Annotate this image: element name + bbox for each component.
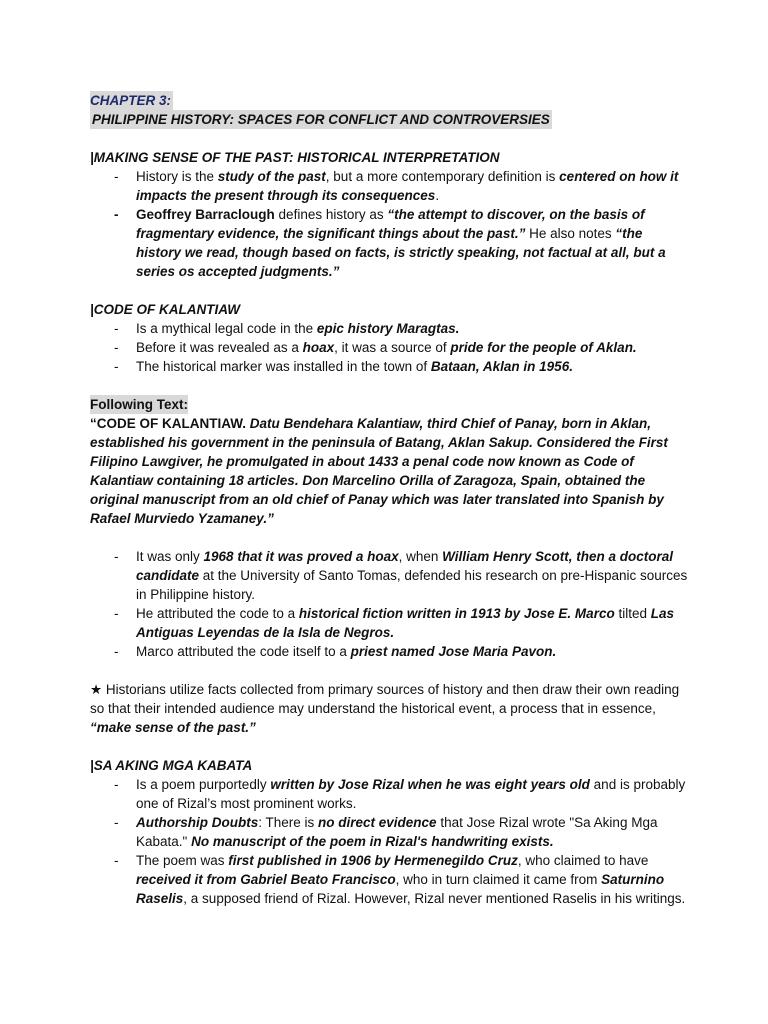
dash-bullet: - bbox=[114, 644, 119, 659]
quote-lead: “CODE OF KALANTIAW. bbox=[90, 416, 246, 431]
emphasis-text: epic history Maragtas. bbox=[316, 321, 460, 336]
chapter-label: CHAPTER 3: bbox=[90, 93, 172, 108]
list-item bbox=[90, 547, 690, 604]
star-paragraph bbox=[90, 680, 690, 737]
list-item bbox=[90, 205, 690, 281]
text-run: The historical marker was installed in the town of bbox=[136, 359, 431, 374]
quote-body: Datu Bendehara Kalantiaw, third Chief of Panay, born in Aklan, established his government in the peninsula of Batang, Aklan Sakup. Considered the First Filipino Lawgiver, he promulgated in about 1433 a penal code now known as Code of Kalantiaw containing 18 articles. Don Marcelino Orilla of Zaragoza, Spain, obtained the original manuscript from an old chief of Panay which was later translated into Spanish by Rafael Murviedo Yzamaney.” bbox=[90, 416, 668, 526]
emphasis-text: received it from Gabriel Beato Francisco bbox=[136, 872, 396, 887]
emphasis-text: Geoffrey Barraclough bbox=[136, 207, 275, 222]
list-item bbox=[90, 642, 690, 661]
following-text-label: Following Text: bbox=[90, 397, 188, 412]
emphasis-text: no direct evidence bbox=[318, 815, 437, 830]
dash-bullet: - bbox=[114, 606, 119, 621]
emphasis-text: “the attempt to discover, on the basis of fragmentary evidence, the significant things about the past.” bbox=[136, 207, 645, 241]
list-item bbox=[90, 813, 690, 851]
emphasis-text: Bataan, Aklan in 1956. bbox=[430, 359, 573, 374]
bullet-list-historical-interpretation bbox=[90, 167, 690, 281]
section-heading-code-of-kalantiaw: |CODE OF KALANTIAW bbox=[90, 302, 241, 317]
text-run: He also notes bbox=[525, 226, 616, 241]
emphasis-text: hoax bbox=[302, 340, 335, 355]
dash-bullet: - bbox=[114, 815, 119, 830]
section-heading-historical-interpretation: |MAKING SENSE OF THE PAST: HISTORICAL INTERPRETATION bbox=[90, 150, 500, 165]
text-run: tilted bbox=[614, 606, 651, 621]
emphasis-text: centered on how it impacts the present through its consequences bbox=[136, 169, 679, 203]
chapter-title-line bbox=[90, 110, 690, 129]
text-run: and is probably one of Rizal’s most prominent works. bbox=[136, 777, 686, 811]
list-item bbox=[90, 338, 690, 357]
list-item bbox=[90, 851, 690, 908]
dash-bullet: - bbox=[114, 549, 119, 564]
text-run: He attributed the code to a bbox=[136, 606, 299, 621]
text-run: , a supposed friend of Rizal. However, Rizal never mentioned Raselis in his writings. bbox=[183, 891, 686, 906]
text-run: that Jose Rizal wrote "Sa Aking Mga Kabata." bbox=[136, 815, 658, 849]
emphasis-text: first published in 1906 by Hermenegildo Cruz bbox=[228, 853, 518, 868]
text-run: , it was a source of bbox=[334, 340, 451, 355]
emphasis-text: Saturnino Raselis bbox=[136, 872, 665, 906]
text-run: , who in turn claimed it came from bbox=[395, 872, 602, 887]
bullet-list-hoax bbox=[90, 547, 690, 661]
text-run: . bbox=[435, 188, 440, 203]
emphasis-text: written by Jose Rizal when he was eight years old bbox=[270, 777, 590, 792]
text-run: , but a more contemporary definition is bbox=[325, 169, 560, 184]
list-item bbox=[90, 357, 690, 376]
text-run: Before it was revealed as a bbox=[136, 340, 303, 355]
following-text-line bbox=[90, 376, 690, 414]
list-item bbox=[90, 604, 690, 642]
star-icon: ★ bbox=[90, 682, 103, 697]
list-item bbox=[90, 319, 690, 338]
text-run: , who claimed to have bbox=[517, 853, 649, 868]
emphasis-text: William Henry Scott, then a doctoral candidate bbox=[136, 549, 674, 583]
section-heading-sa-aking-mga-kabata: |SA AKING MGA KABATA bbox=[90, 758, 253, 773]
dash-bullet: - bbox=[114, 169, 119, 184]
bullet-list-code-of-kalantiaw bbox=[90, 319, 690, 376]
emphasis-text: 1968 that it was proved a hoax bbox=[203, 549, 399, 564]
emphasis-text: Las Antiguas Leyendas de la Isla de Negros. bbox=[136, 606, 674, 640]
text-run: The poem was bbox=[136, 853, 229, 868]
text-run: defines history as bbox=[274, 207, 388, 222]
emphasis-text: study of the past bbox=[217, 169, 326, 184]
dash-bullet: - bbox=[114, 321, 119, 336]
dash-bullet: - bbox=[114, 207, 119, 222]
emphasis-text: priest named Jose Maria Pavon. bbox=[350, 644, 557, 659]
emphasis-text: Authorship Doubts bbox=[136, 815, 259, 830]
list-item bbox=[90, 167, 690, 205]
chapter-title: PHILIPPINE HISTORY: SPACES FOR CONFLICT AND CONTROVERSIES bbox=[92, 112, 550, 127]
emphasis-text: “make sense of the past.” bbox=[90, 720, 256, 735]
text-run: History is the bbox=[136, 169, 218, 184]
text-run: at the University of Santo Tomas, defended his research on pre-Hispanic sources in Philippine history. bbox=[136, 568, 688, 602]
dash-bullet: - bbox=[114, 853, 119, 868]
chapter-label-line bbox=[90, 91, 690, 110]
dash-bullet: - bbox=[114, 777, 119, 792]
text-run: Is a poem purportedly bbox=[136, 777, 271, 792]
text-run: Historians utilize facts collected from primary sources of history and then draw their own reading so that their intended audience may understand the historical event, a process that in essence, bbox=[90, 682, 680, 716]
emphasis-text: “the history we read, though based on facts, is strictly speaking, not factual at all, but a series os accepted judgments.” bbox=[136, 226, 666, 279]
document-page bbox=[90, 91, 690, 908]
emphasis-text: pride for the people of Aklan. bbox=[450, 340, 637, 355]
emphasis-text: historical fiction written in 1913 by Jose E. Marco bbox=[298, 606, 615, 621]
text-run: Is a mythical legal code in the bbox=[136, 321, 317, 336]
text-run: , when bbox=[398, 549, 443, 564]
text-run: : There is bbox=[258, 815, 319, 830]
bullet-list-sa-aking-mga-kabata bbox=[90, 775, 690, 908]
dash-bullet: - bbox=[114, 359, 119, 374]
kalantiaw-quote bbox=[90, 414, 690, 528]
emphasis-text: No manuscript of the poem in Rizal's handwriting exists. bbox=[191, 834, 554, 849]
text-run: Marco attributed the code itself to a bbox=[136, 644, 351, 659]
text-run: It was only bbox=[136, 549, 204, 564]
list-item bbox=[90, 775, 690, 813]
dash-bullet: - bbox=[114, 340, 119, 355]
